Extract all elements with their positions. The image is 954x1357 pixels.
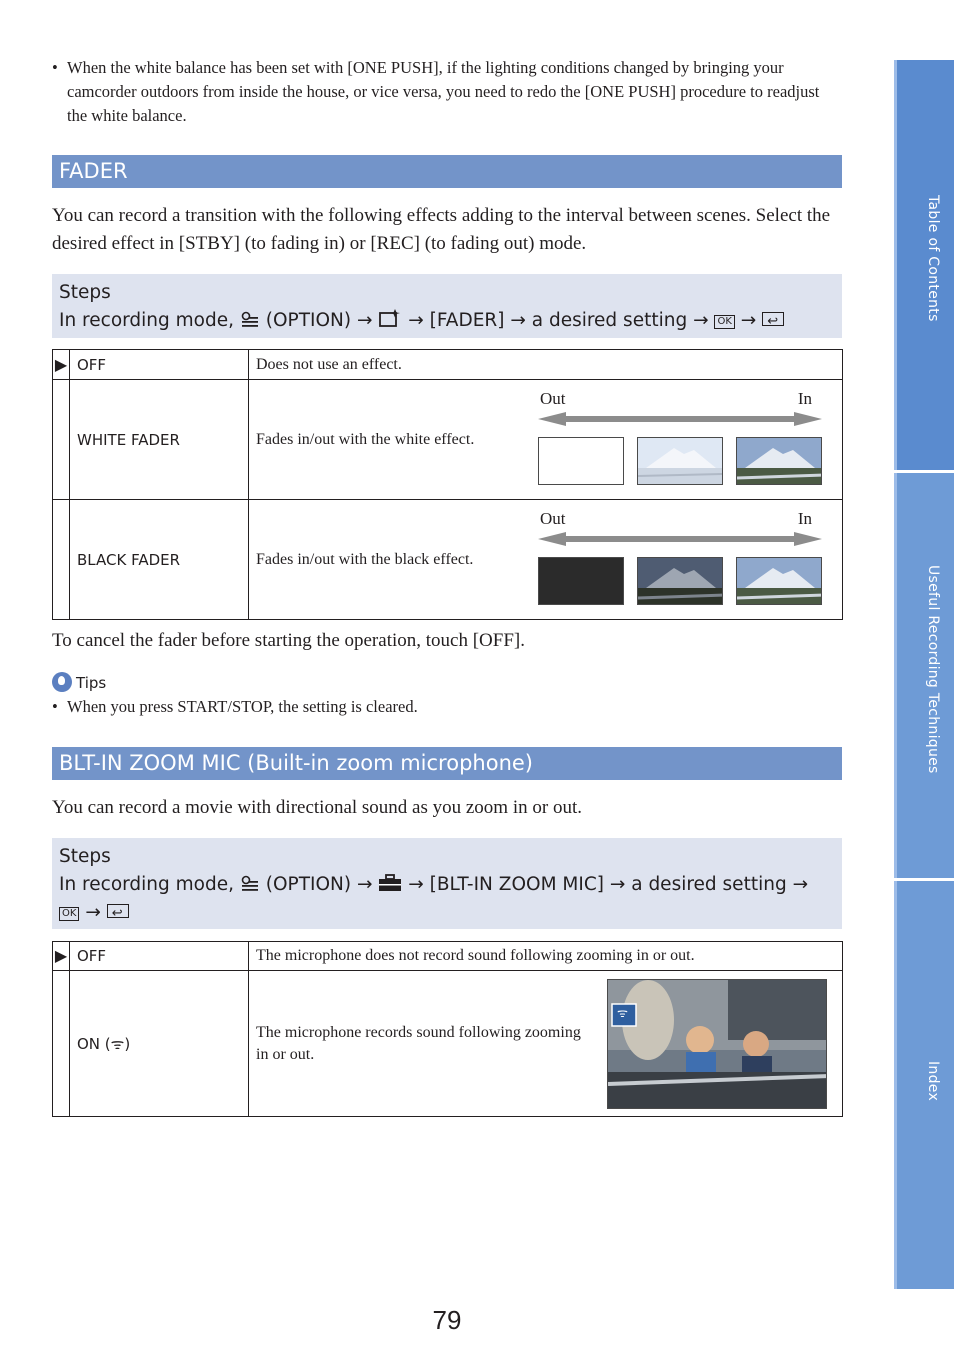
default-marker bbox=[53, 971, 70, 1117]
fader-intro: You can record a transition with the following effects adding to the interval between scenes. Select the desired effect in [STBY] (to fading in) or [REC] (to fading out) mode. bbox=[52, 205, 831, 254]
tab-label: Table of Contents bbox=[925, 195, 941, 322]
fade-thumbnail-full bbox=[736, 557, 822, 605]
steps-text: In recording mode, bbox=[59, 874, 234, 895]
default-marker bbox=[53, 500, 70, 620]
default-marker bbox=[53, 380, 70, 500]
tab-label: Index bbox=[925, 1061, 941, 1102]
option-name: OFF bbox=[70, 350, 249, 380]
black-fader-illustration bbox=[538, 509, 822, 605]
steps-instruction bbox=[59, 307, 835, 335]
option-name: ON (ᯤ) bbox=[70, 971, 249, 1117]
tips-label: Tips bbox=[76, 674, 107, 692]
white-fader-illustration bbox=[538, 389, 822, 485]
steps-title: Steps bbox=[59, 282, 111, 303]
zoom-mic-steps-box bbox=[52, 838, 842, 929]
zoom-mic-table bbox=[52, 941, 843, 1117]
steps-text: → [BLT-IN ZOOM MIC] → a desired setting → bbox=[408, 874, 809, 895]
option-icon bbox=[240, 311, 260, 329]
tab-index[interactable] bbox=[894, 881, 954, 1289]
label-in: In bbox=[797, 509, 812, 528]
mic-icon: ᯤ bbox=[617, 1006, 628, 1020]
top-note bbox=[52, 56, 842, 128]
camera-settings-icon bbox=[378, 307, 402, 329]
bullet: • bbox=[52, 58, 58, 77]
zoom-mic-intro: You can record a movie with directional sound as you zoom in or out. bbox=[52, 797, 582, 818]
bullet: • bbox=[52, 697, 58, 716]
lightbulb-icon bbox=[52, 672, 72, 692]
page-number: 79 bbox=[432, 1305, 462, 1335]
option-name: BLACK FADER bbox=[70, 500, 249, 620]
label-out: Out bbox=[540, 389, 566, 408]
option-description-cell bbox=[249, 500, 843, 620]
fade-thumbnail-black bbox=[538, 557, 624, 605]
fader-table bbox=[52, 349, 843, 620]
label-in: In bbox=[797, 389, 812, 408]
steps-instruction-cont bbox=[59, 899, 835, 927]
default-marker: ▶ bbox=[53, 350, 70, 380]
return-icon bbox=[762, 312, 784, 326]
option-description: The microphone records sound following zooming in or out. bbox=[256, 1023, 581, 1063]
tab-useful-recording-techniques[interactable] bbox=[894, 473, 954, 878]
option-description: The microphone does not record sound following zooming in or out. bbox=[249, 942, 843, 971]
fade-arrow-icon bbox=[538, 412, 822, 426]
fader-cancel-text: To cancel the fader before starting the operation, touch [OFF]. bbox=[52, 630, 525, 651]
steps-text: → [FADER] → a desired setting → bbox=[408, 310, 709, 331]
tab-label: Useful Recording Techniques bbox=[925, 565, 941, 774]
table-row bbox=[53, 350, 843, 380]
steps-text: (OPTION) → bbox=[265, 310, 373, 331]
table-row bbox=[53, 971, 843, 1117]
zoom-mic-photo bbox=[607, 979, 827, 1109]
fade-thumbnail-white bbox=[538, 437, 624, 485]
steps-text: In recording mode, bbox=[59, 310, 234, 331]
return-icon bbox=[107, 904, 129, 918]
zoom-mic-heading: BLT-IN ZOOM MIC (Built-in zoom microphone) bbox=[52, 747, 842, 780]
tips-item bbox=[52, 696, 842, 718]
label-out: Out bbox=[540, 509, 566, 528]
steps-title: Steps bbox=[59, 846, 111, 867]
option-description: Fades in/out with the black effect. bbox=[256, 550, 474, 568]
option-name: WHITE FADER bbox=[70, 380, 249, 500]
tab-table-of-contents[interactable] bbox=[894, 60, 954, 470]
steps-arrow: → bbox=[85, 902, 101, 923]
toolbox-icon bbox=[378, 873, 402, 893]
option-description: Does not use an effect. bbox=[249, 350, 843, 380]
steps-text: (OPTION) → bbox=[265, 874, 373, 895]
fade-thumbnail-full bbox=[736, 437, 822, 485]
note-text: When the white balance has been set with [ONE PUSH], if the lighting conditions changed by bringing your camcorder outdoors from inside the house, or vice versa, you need to redo the [ONE PUSH] procedure to readjust the white balance. bbox=[67, 58, 820, 125]
fade-arrow-icon bbox=[538, 532, 822, 546]
option-name: OFF bbox=[70, 942, 249, 971]
option-description-cell bbox=[249, 971, 843, 1117]
ok-icon: OK bbox=[59, 907, 79, 921]
tips-heading bbox=[52, 672, 106, 694]
fader-heading: FADER bbox=[52, 155, 842, 188]
fade-thumbnail-mid bbox=[637, 557, 723, 605]
fade-thumbnail-mid bbox=[637, 437, 723, 485]
option-description-cell bbox=[249, 380, 843, 500]
steps-arrow: → bbox=[740, 310, 757, 331]
ok-icon: OK bbox=[714, 315, 734, 329]
default-marker: ▶ bbox=[53, 942, 70, 971]
option-icon bbox=[240, 875, 260, 893]
option-description: Fades in/out with the white effect. bbox=[256, 430, 475, 448]
fader-steps-box bbox=[52, 274, 842, 338]
table-row bbox=[53, 500, 843, 620]
table-row bbox=[53, 942, 843, 971]
tips-text: When you press START/STOP, the setting is cleared. bbox=[67, 697, 418, 716]
steps-instruction bbox=[59, 871, 835, 899]
table-row bbox=[53, 380, 843, 500]
